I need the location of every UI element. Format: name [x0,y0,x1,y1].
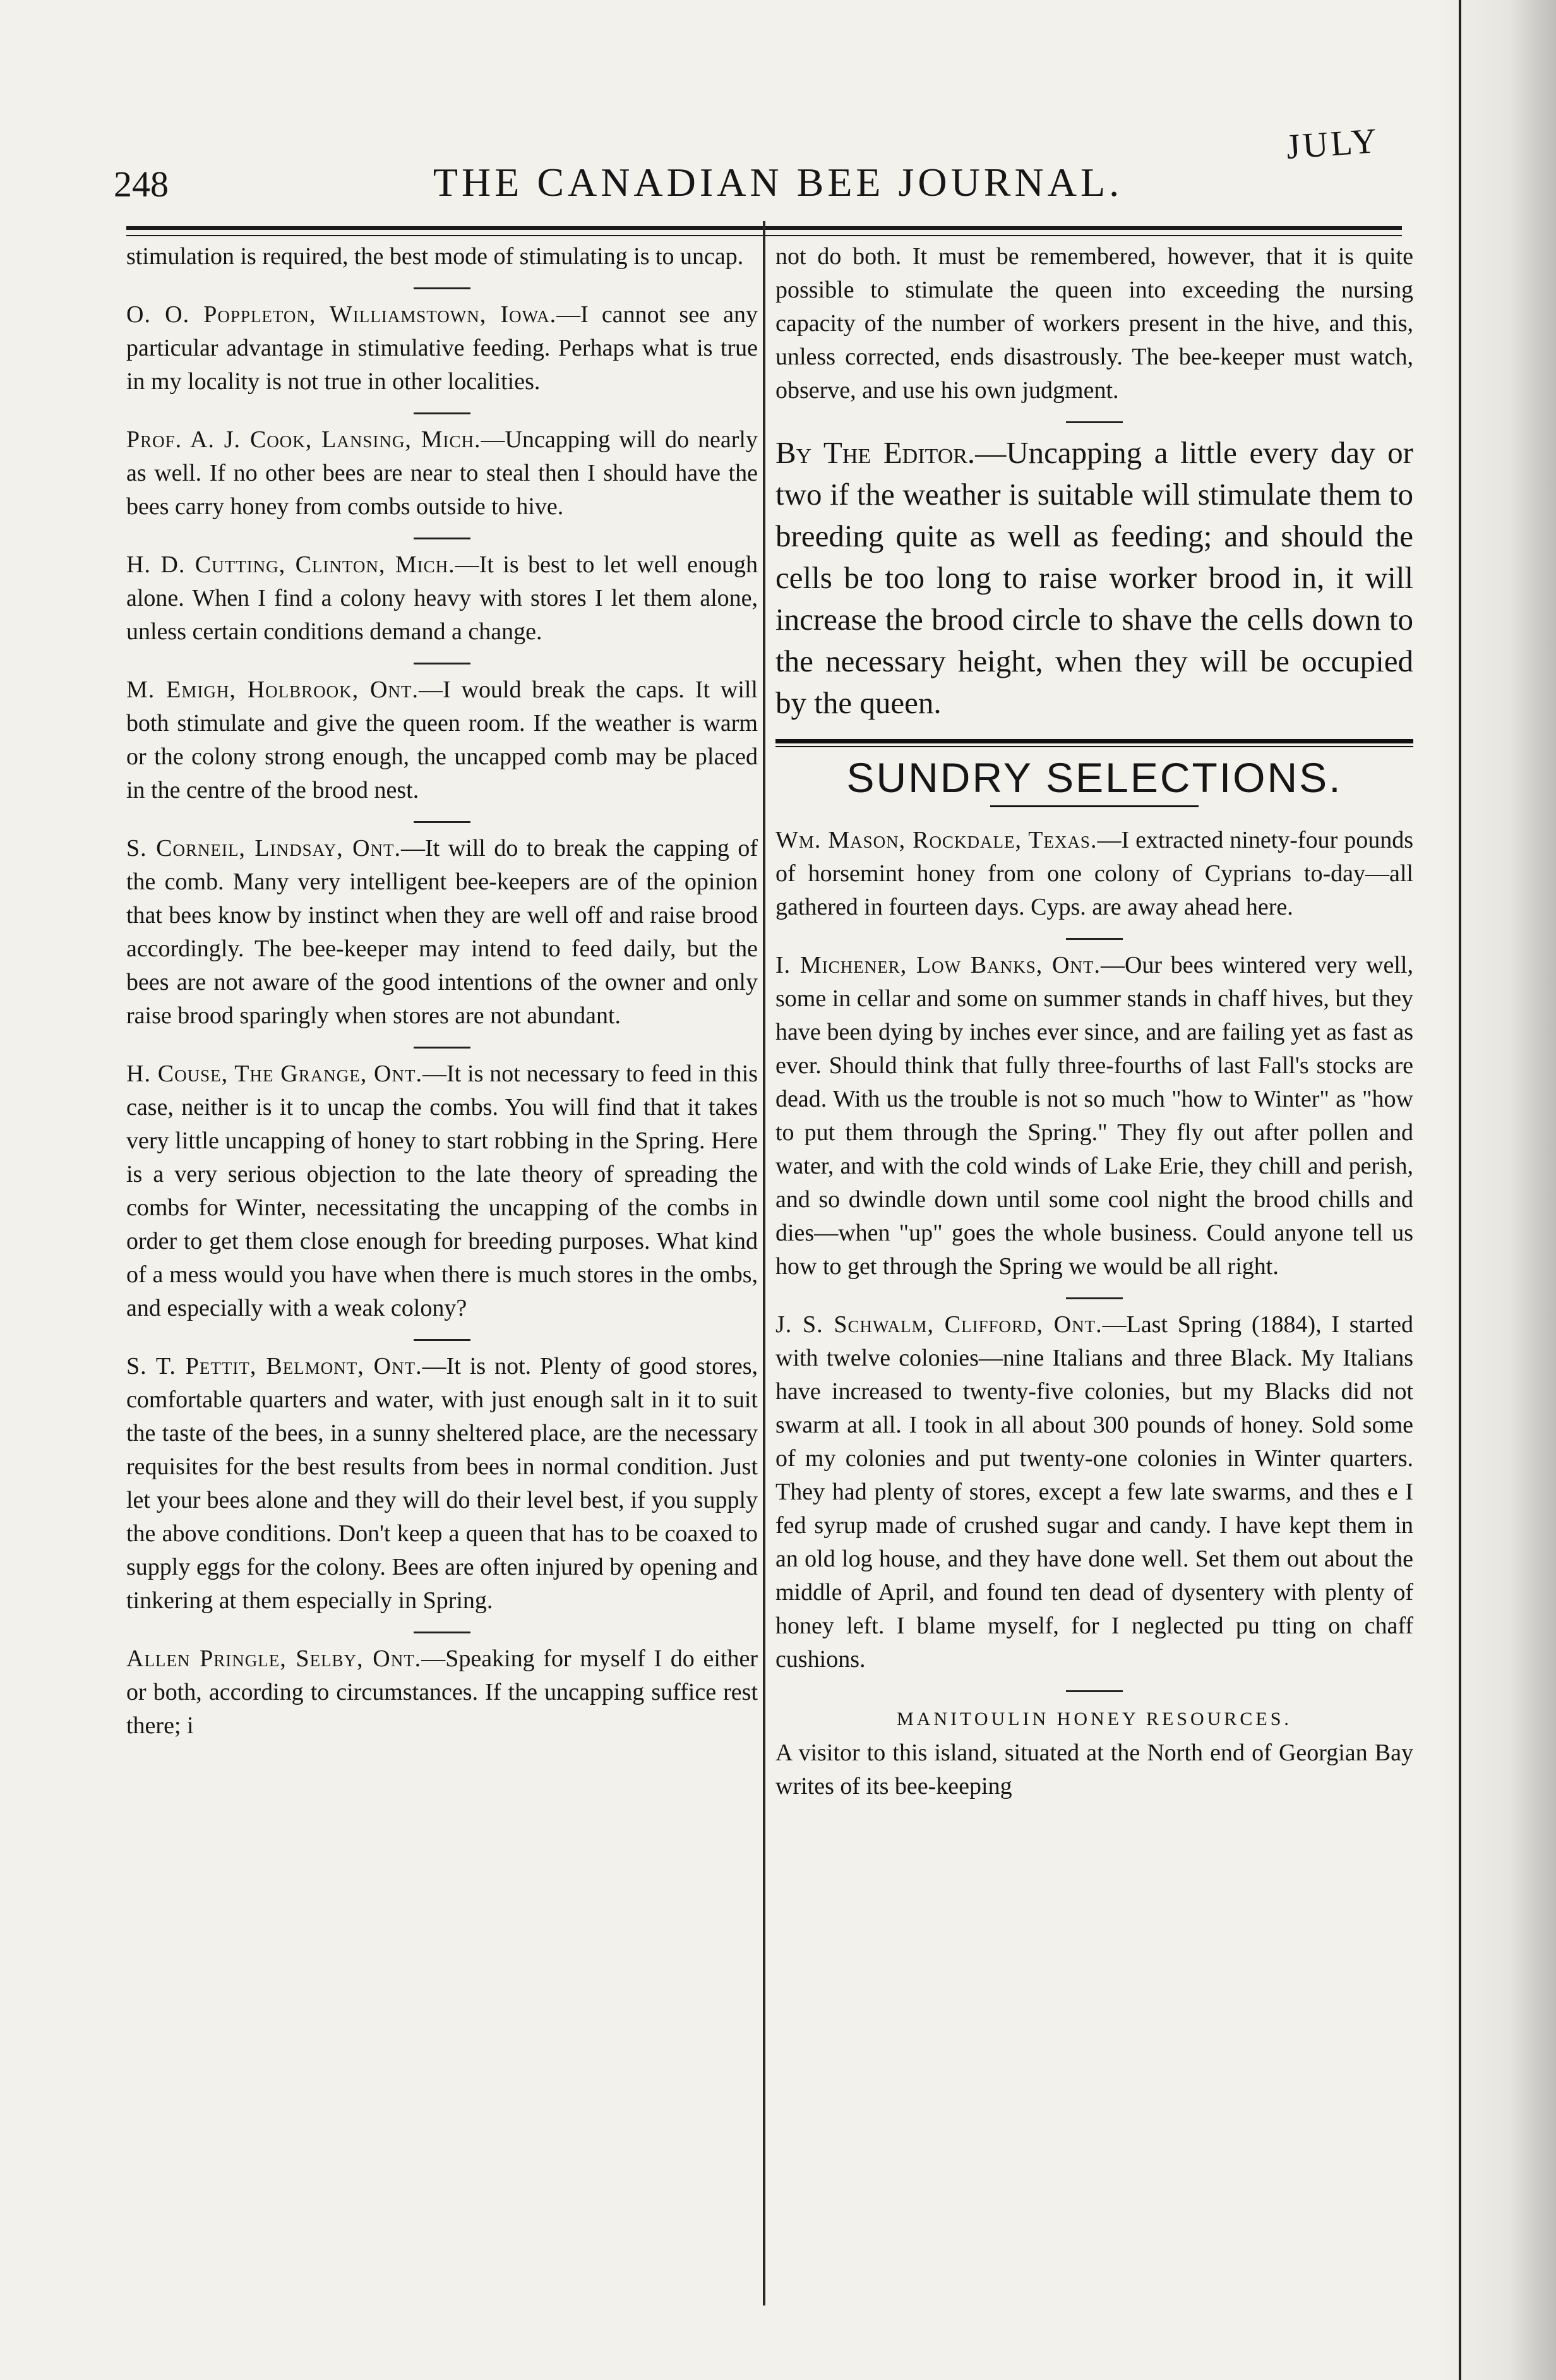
sub-heading: MANITOULIN HONEY RESOURCES. [897,1709,1292,1729]
letter-body: —It will do to break the capping of the comb. Many very intelligent bee-keepers are of the opinion that bees know by instinct when they are well off and raise brood accordingly. The bee-keeper may intend to feed daily, but the bees are not aware of the good intentions of the owner and only raise brood sparingly when stores are not abundant. [126,835,758,1029]
editor-byline: By The Editor. [775,435,976,470]
issue-month: JULY [1284,121,1380,167]
correspondent: J. S. Schwalm, Clifford, Ont. [775,1311,1103,1338]
page-number: 248 [114,164,169,205]
correspondent: H. D. Cutting, Clinton, Mich. [126,551,455,578]
right-column [775,240,1413,1803]
letter-body: —Speaking for myself I do either or both, according to circumstances. If the uncapping suffice rest there; i [126,1645,758,1739]
column-divider [763,221,765,2305]
separator [414,1047,470,1049]
separator [414,538,470,539]
separator [414,1339,470,1341]
correspondent: S. T. Pettit, Belmont, Ont. [126,1353,422,1379]
separator [1066,421,1123,423]
closing-paragraph: A visitor to this island, situated at the North end of Georgian Bay writes of its bee-keeping [775,1740,1413,1800]
editor-note [775,432,1413,724]
letter [775,949,1413,1283]
letter [126,1350,758,1618]
letter-body: —Our bees wintered very well, some in cellar and some on summer stands in chaff hives, but they have been dying by inches ever since, and are failing yet as fast as ever. Should think that fully three-fourths of last Fall's stocks are dead. With us the trouble is not so much "how to Winter" as "how to put them through the Spring." They fly out after pollen and water, and with the cold winds of Lake Erie, they chill and perish, and so dwindle down until some cool night the brood chills and dies—when "up" goes the whole business. Could anyone tell us how to get through the Spring we would be all right. [775,952,1413,1280]
letter [126,1642,758,1743]
letter [126,673,758,807]
letter-body: —I cannot see any particular advantage in stimulative feeding. Perhaps what is true in my locality is not true in other localities. [126,301,758,395]
letter [126,832,758,1033]
letter-body: —It is best to let well enough alone. When I find a colony heavy with stores I let them alone, unless certain conditions demand a change. [126,551,758,645]
letter-body: stimulation is required, the best mode of stimulating is to uncap. [126,243,744,270]
separator [414,412,470,414]
correspondent: H. Couse, The Grange, Ont. [126,1061,422,1087]
separator [414,1632,470,1633]
letter [126,298,758,399]
separator [414,663,470,664]
separator [414,821,470,823]
letter-body: —Last Spring (1884), I started with twelve colonies—nine Italians and three Black. My Italians have increased to twenty-five colonies, but my Blacks did not swarm at all. I took in all about 300 pounds of honey. Sold some of my colonies and put twenty-one colonies in Winter quarters. They had plenty of stores, except a few late swarms, and thes e I fed syrup made of crushed sugar and candy. I have kept them in an old log house, and they have done well. Set them out about the middle of April, and found ten dead of dysentery with plenty of honey left. I blame myself, for I neglected pu tting on chaff cushions. [775,1311,1413,1673]
letter-fragment [126,240,758,273]
correspondent: I. Michener, Low Banks, Ont. [775,952,1101,978]
correspondent: Wm. Mason, Rockdale, Texas. [775,827,1098,853]
letter [775,1308,1413,1676]
letter-body: —I extracted ninety-four pounds of horsemint honey from one colony of Cyprians to-day—all gathered in fourteen days. Cyps. are away ahead here. [775,827,1413,920]
letter [775,824,1413,924]
correspondent: M. Emigh, Holbrook, Ont. [126,676,419,703]
left-column [126,240,758,1743]
separator [1066,938,1123,940]
correspondent: Allen Pringle, Selby, Ont. [126,1645,422,1672]
section-rule [775,739,1413,743]
section-title: SUNDRY SELECTIONS. [846,754,1343,801]
page-fold-shadow [1436,0,1556,2380]
section-rule-thin [775,746,1413,747]
letter [126,423,758,524]
editor-body: —Uncapping a little every day or two if the weather is suitable will stimulate them to breeding quite as well as feeding; and should the cells be too long to raise worker brood in, it will increase the brood circle to shave the cells down to the necessary height, when they will be occupied by the queen. [775,435,1413,720]
separator [1066,1297,1123,1299]
letter-body: —I would break the caps. It will both stimulate and give the queen room. If the weather is warm or the colony strong enough, the uncapped comb may be placed in the centre of the brood nest. [126,676,758,803]
letter-body: —Uncapping will do nearly as well. If no other bees are near to steal then I should have the bees carry honey from combs outside to hive. [126,426,758,520]
separator [414,287,470,289]
letter [126,1057,758,1325]
page-fold-line [1459,0,1461,2380]
letter-continuation: not do both. It must be remembered, however, that it is quite possible to stimulate the queen into exceeding the nursing capacity of the number of workers present in the hive, and this, unless corrected, ends disastrously. The bee-keeper must watch, observe, and use his own judgment. [775,243,1413,404]
letter-body: —It is not. Plenty of good stores, comfortable quarters and water, with just enough salt in it to suit the taste of the bees, in a sunny sheltered place, are the necessary requisites for the best results from bees in normal condition. Just let your bees alone and they will do their level best, if you supply the above conditions. Don't keep a queen that has to be coaxed to supply eggs for the colony. Bees are often injured by opening and tinkering at them especially in Spring. [126,1353,758,1614]
correspondent: S. Corneil, Lindsay, Ont. [126,835,402,862]
letter [126,548,758,649]
journal-title: THE CANADIAN BEE JOURNAL. [433,160,1123,205]
correspondent: O. O. Poppleton, Williamstown, Iowa. [126,301,557,328]
correspondent: Prof. A. J. Cook, Lansing, Mich. [126,426,481,453]
section-underline [990,805,1199,807]
separator [1066,1690,1123,1692]
letter-body: —It is not necessary to feed in this case, neither is it to uncap the combs. You will find that it takes very little uncapping of honey to start robbing in the Spring. Here is a very serious objection to the late theory of spreading the combs for Winter, necessitating the uncapping of the combs in order to get them close enough for breeding purposes. What kind of a mess would you have when there is much stores in the ombs, and especially with a weak colony? [126,1061,758,1321]
